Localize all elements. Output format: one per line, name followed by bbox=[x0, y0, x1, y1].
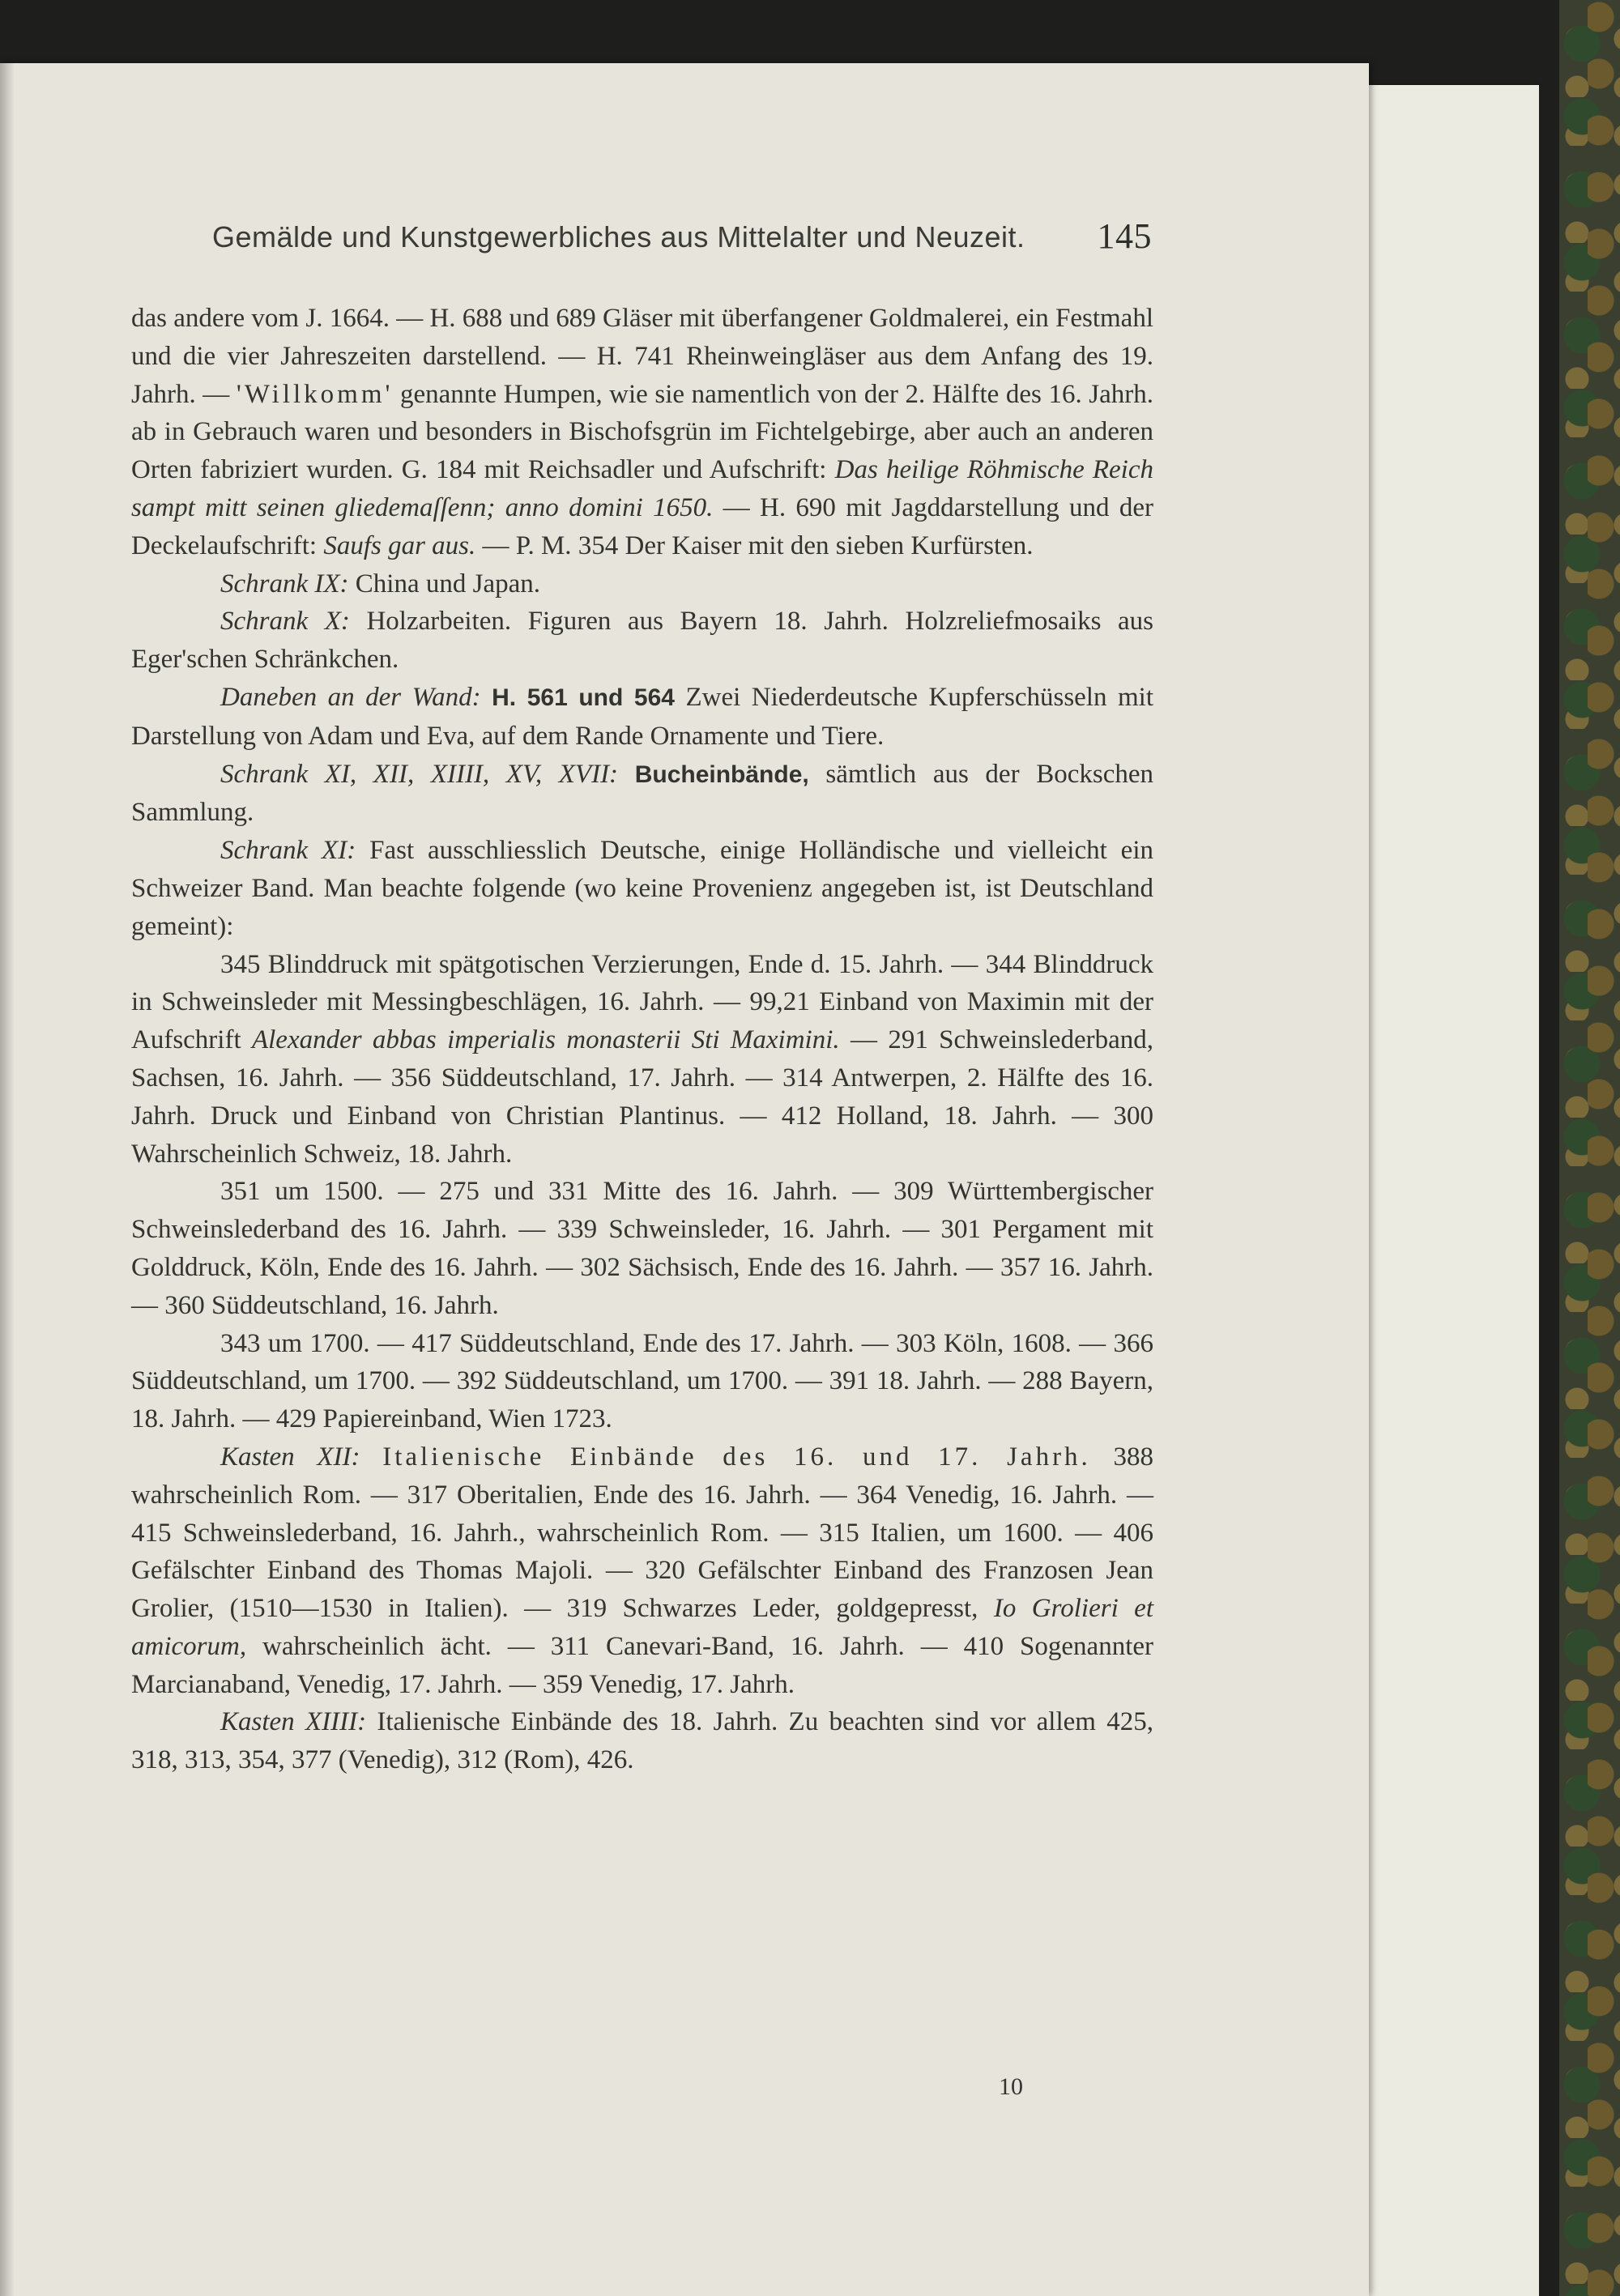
italic-text: Saufs gar aus. bbox=[323, 530, 476, 560]
text-run bbox=[618, 760, 635, 789]
text-run: — P. M. 354 Der Kaiser mit den sieben Kurfürsten. bbox=[475, 530, 1034, 560]
paragraph bbox=[131, 756, 1153, 833]
text-run: Fast ausschliesslich Deutsche, einige Holländische und vielleicht ein Schweizer Band. Man beachte folgende (wo keine Provenienz angegeben ist, ist Deutschland gemeint): bbox=[131, 836, 1153, 941]
paragraph bbox=[131, 1325, 1153, 1438]
text-run bbox=[481, 683, 492, 712]
text-run: — H. 690 mit Jagddarstellung und der Deckelaufschrift: bbox=[131, 492, 1154, 560]
text-run: 'Willkomm' bbox=[236, 379, 394, 409]
italic-text: Schrank X: bbox=[220, 607, 350, 637]
paragraph bbox=[131, 832, 1153, 945]
paragraph bbox=[131, 679, 1153, 756]
text-run: 345 Blinddruck mit spätgotischen Verzierungen, Ende d. 15. Jahrh. — 344 Blinddruck in Schweinsleder mit Messingbeschlägen, 16. Jahrh. — 99,21 Einband von Maximin mit der Aufschrift bbox=[131, 949, 1153, 1055]
signature-mark: 10 bbox=[999, 2073, 1023, 2100]
bold-heading: H. 561 und 564 bbox=[492, 684, 675, 711]
text-run: Italienische Einbände des 18. Jahrh. Zu beachten sind vor allem 425, 318, 313, 354, 377 (Venedig), 312 (Rom), 426. bbox=[131, 1707, 1153, 1775]
text-run: 388 wahrscheinlich Rom. — 317 Oberitalien, Ende des 16. Jahrh. — 364 Venedig, 16. Jahrh. — 415 Schweinslederband, 16. Jahrh., wahrscheinlich Rom. — 315 Italien, um 1600. — 406 Gefälschter Einband des Thomas Majoli. — 320 Gefälschter Einband des Franzosen Jean Grolier, (1510—1530 in Italien). — 319 Schwarzes Leder, goldgepresst, bbox=[131, 1442, 1154, 1624]
italic-text: Das heilige Röhmische Reich sampt mitt seinen gliedemaſſenn; anno domini 1650. bbox=[131, 455, 1153, 522]
body-text bbox=[131, 300, 1153, 1779]
text-run: Zwei Niederdeutsche Kupferschüsseln mit Darstellung von Adam und Eva, auf dem Rande Ornamente und Tiere. bbox=[131, 682, 1153, 751]
paragraph bbox=[131, 1438, 1153, 1704]
text-run: genannte Humpen, wie sie namentlich von der 2. Hälfte des 16. Jahrh. ab in Gebrauch waren und besonders in Bischofsgrün im Fichtelgebirge, aber auch an anderen Orten fabriziert wurden. G. 184 mit Reichsadler und Aufschrift: bbox=[131, 379, 1153, 485]
running-header bbox=[212, 216, 1152, 256]
text-run: sämtlich aus der Bockschen Sammlung. bbox=[131, 759, 1154, 828]
spine-shadow bbox=[0, 63, 15, 2296]
italic-text: Schrank XI: bbox=[220, 836, 356, 866]
paragraph bbox=[131, 565, 1153, 603]
text-run: Italienische Einbände des 16. und 17. Jahrh. bbox=[382, 1442, 1091, 1472]
italic-text: Kasten XII: bbox=[220, 1442, 360, 1472]
text-run: 343 um 1700. — 417 Süddeutschland, Ende des 17. Jahrh. — 303 Köln, 1608. — 366 Süddeutschland, um 1700. — 392 Süddeutschland, um 1700. — 391 18. Jahrh. — 288 Bayern, 18. Jahrh. — 429 Papiereinband, Wien 1723. bbox=[131, 1328, 1153, 1434]
text-run: wahrscheinlich ächt. — 311 Canevari-Band, 16. Jahrh. — 410 Sogenannter Marcianaband, Venedig, 17. Jahrh. — 359 Venedig, 17. Jahrh. bbox=[131, 1631, 1153, 1699]
italic-text: Schrank IX: bbox=[220, 569, 349, 598]
italic-text: Alexander abbas imperialis monasterii Sti Maximini. bbox=[251, 1025, 840, 1055]
text-run bbox=[360, 1442, 383, 1472]
italic-text: Kasten XIIII: bbox=[220, 1707, 367, 1737]
text-run: das andere vom J. 1664. — H. 688 und 689 Gläser mit überfangener Goldmalerei, ein Festmahl und die vier Jahreszeiten darstellend. — H. 741 Rheinweingläser aus dem Anfang des 19. Jahrh. — bbox=[131, 304, 1153, 409]
paragraph bbox=[131, 946, 1153, 1174]
italic-text: Io Grolieri et amicorum, bbox=[131, 1594, 1153, 1661]
header-title: Gemälde und Kunstgewerbliches aus Mittelalter und Neuzeit. bbox=[212, 220, 1025, 253]
paragraph bbox=[131, 300, 1153, 565]
paragraph bbox=[131, 603, 1153, 679]
bold-heading: Bucheinbände, bbox=[634, 760, 809, 788]
paragraph bbox=[131, 1703, 1153, 1779]
text-run: Holzarbeiten. Figuren aus Bayern 18. Jahrh. Holzreliefmosaiks aus Eger'schen Schränkchen. bbox=[131, 607, 1153, 675]
text-run: — 291 Schweinslederband, Sachsen, 16. Jahrh. — 356 Süddeutschland, 17. Jahrh. — 314 Antwerpen, 2. Hälfte des 16. Jahrh. Druck und Einband von Christian Plantinus. — 412 Holland, 18. Jahrh. — 300 Wahrscheinlich Schweiz, 18. Jahrh. bbox=[131, 1025, 1153, 1169]
text-run: 351 um 1500. — 275 und 331 Mitte des 16. Jahrh. — 309 Württembergischer Schweinslederband des 16. Jahrh. — 339 Schweinsleder, 16. Jahrh. — 301 Pergament mit Golddruck, Köln, Ende des 16. Jahrh. — 302 Sächsisch, Ende des 16. Jahrh. — 357 16. Jahrh. — 360 Süddeutschland, 16. Jahrh. bbox=[131, 1177, 1153, 1320]
italic-text: Daneben an der Wand: bbox=[220, 682, 481, 712]
text-run: China und Japan. bbox=[348, 569, 540, 598]
paragraph bbox=[131, 1173, 1153, 1324]
italic-text: Schrank XI, XII, XIIII, XV, XVII: bbox=[220, 759, 619, 789]
page-number: 145 bbox=[1097, 216, 1152, 256]
